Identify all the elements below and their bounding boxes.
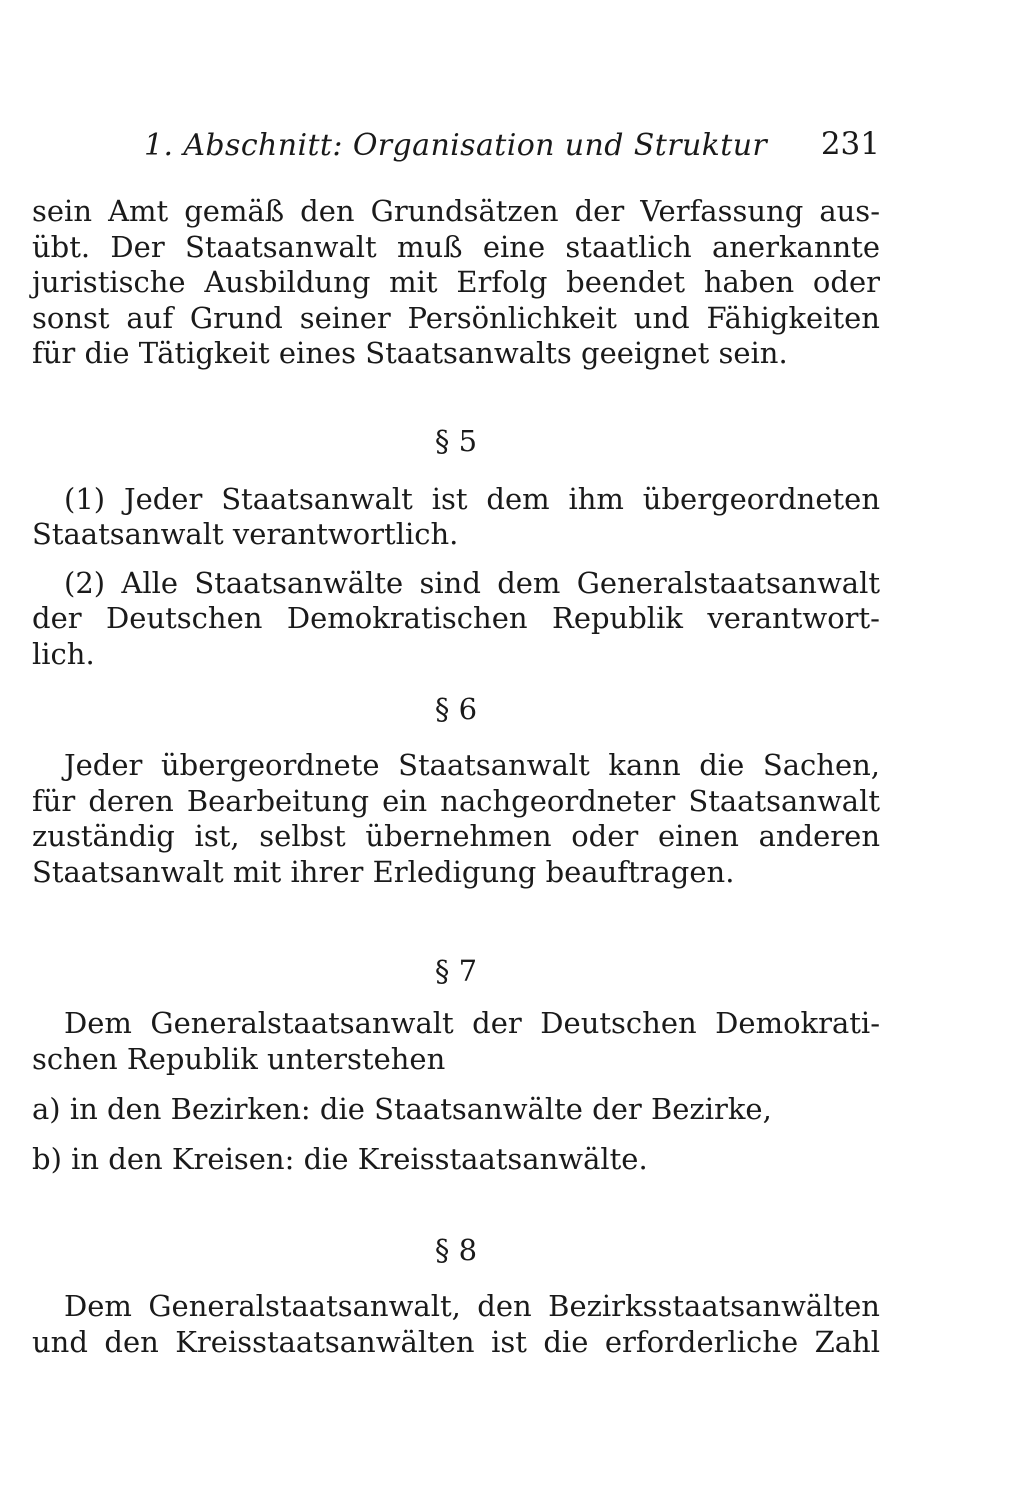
- paragraph-8: [32, 1289, 880, 1325]
- paragraph-5-2: [32, 566, 880, 602]
- text-line: zuständig ist, selbst übernehmen oder einen anderen: [32, 819, 880, 853]
- text-line: juristische Ausbildung mit Erfolg beendet haben oder: [32, 265, 880, 299]
- text-line: und den Kreisstaatsanwälten ist die erforderliche Zahl: [32, 1324, 880, 1359]
- list-item-a: a) in den Bezirken: die Staatsanwälte der Bezirke,: [32, 1092, 772, 1126]
- section-heading-8: § 8: [434, 1233, 478, 1267]
- text-line: Staatsanwalt mit ihrer Erledigung beauftragen.: [32, 854, 735, 889]
- text-line: lich.: [32, 636, 95, 671]
- text-line: sein Amt gemäß den Grundsätzen der Verfassung aus-: [32, 194, 880, 228]
- paragraph-7-cont: [32, 1042, 880, 1078]
- paragraph-5-1: [32, 482, 880, 518]
- text-line: Jeder übergeordnete Staatsanwalt kann die Sachen,: [64, 748, 880, 782]
- list-item-b: b) in den Kreisen: die Kreisstaatsanwälte.: [32, 1142, 648, 1176]
- text-line: der Deutschen Demokratischen Republik verantwort-: [32, 601, 880, 635]
- paragraph-8-cont: [32, 1325, 880, 1361]
- book-page: [32, 120, 880, 1360]
- paragraph-5-1-cont: [32, 517, 880, 553]
- text-line: Dem Generalstaatsanwalt, den Bezirksstaatsanwälten: [64, 1289, 880, 1323]
- text-line: für die Tätigkeit eines Staatsanwalts geeignet sein.: [32, 336, 788, 370]
- chapter-title: 1. Abschnitt: Organisation und Struktur: [144, 128, 768, 163]
- paragraph-5-2-cont: [32, 601, 880, 672]
- text-line: (1) Jeder Staatsanwalt ist dem ihm übergeordneten: [64, 481, 880, 516]
- text-line: übt. Der Staatsanwalt muß eine staatlich anerkannte: [32, 229, 880, 264]
- text-line: (2) Alle Staatsanwälte sind dem Generalstaatsanwalt: [64, 565, 880, 600]
- text-line: Staatsanwalt verantwortlich.: [32, 517, 459, 551]
- intro-paragraph: [32, 194, 880, 372]
- text-line: Dem Generalstaatsanwalt der Deutschen Demokrati-: [64, 1006, 880, 1040]
- text-line: schen Republik unterstehen: [32, 1041, 446, 1076]
- paragraph-6: [32, 748, 880, 784]
- paragraph-6-cont: [32, 784, 880, 891]
- running-header: [32, 120, 880, 170]
- section-heading-5: § 5: [434, 423, 478, 458]
- text-line: sonst auf Grund seiner Persönlichkeit und Fähigkeiten: [32, 300, 880, 335]
- text-line: für deren Bearbeitung ein nachgeordneter Staatsanwalt: [32, 783, 880, 818]
- section-heading-6: § 6: [434, 692, 478, 726]
- page-number: 231: [820, 126, 880, 162]
- section-heading-7: § 7: [434, 954, 478, 988]
- paragraph-7: [32, 1006, 880, 1042]
